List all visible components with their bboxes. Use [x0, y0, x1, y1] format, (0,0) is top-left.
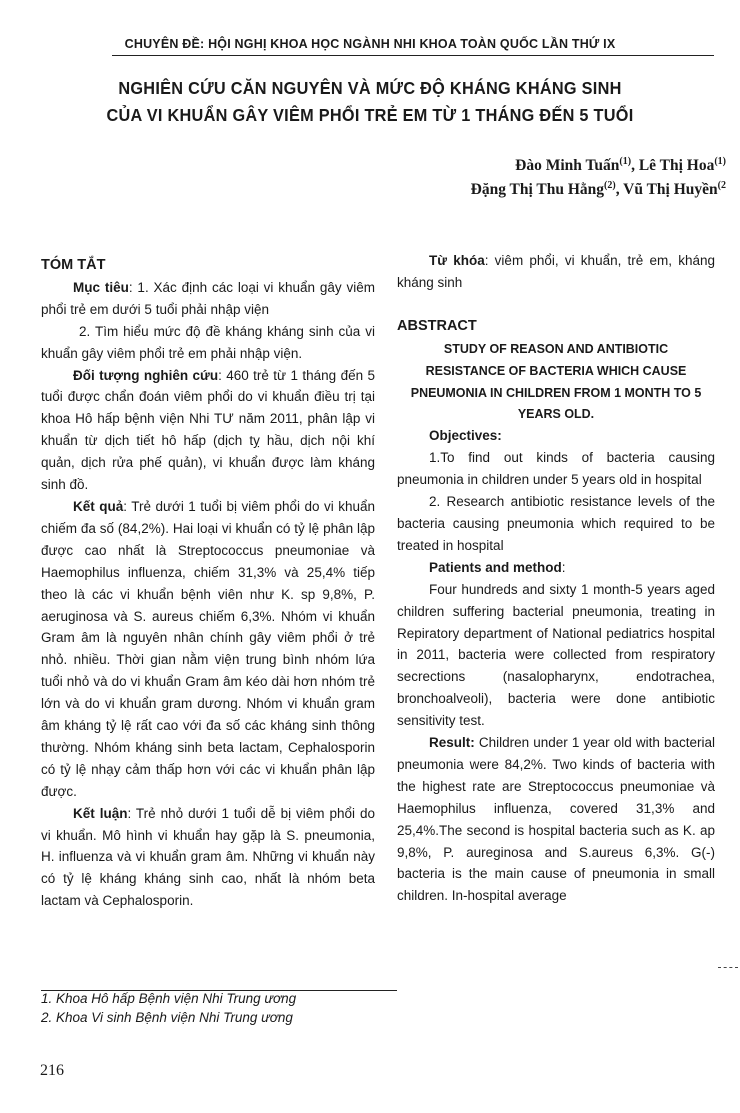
abstract-heading: ABSTRACT	[397, 317, 477, 334]
summary-heading: TÓM TẮT	[41, 257, 106, 273]
footnote-2: 2. Khoa Vi sinh Bệnh viện Nhi Trung ương	[41, 1010, 293, 1025]
objectives-en-1: 1.To find out kinds of bacteria causing pneumonia in children under 5 years old in hospital	[397, 450, 715, 488]
subjects-text: : 460 trẻ từ 1 tháng đến 5 tuổi được chẩn đoán viêm phổi do vi khuẩn điều trị tại khoa Hô hấp bệnh viện Nhi TƯ năm 2011, phân lập vi khuẩn từ dịch tiết hô hấp (dịch tỵ hầu, dịch nội khí quản, dịch rửa phế quản), vi khuẩn được làm kháng sinh đồ.	[41, 367, 375, 493]
result-en-text: Children under 1 year old with bacterial pneumonia were 84,2%. Two kinds of bacteria with the highest rate are Streptococcus pneumoniae và Haemophilus influenza, covered 31,3% and 25,4%.The second is hospital bacteria such as K. ap 9,8%, P. aureginosa and S.aureus 6,3%. G(-) bacteria is the main cause of pneumonia in small children. In-hospital average	[397, 735, 715, 904]
results-paragraph	[41, 496, 375, 803]
conclusion-label: Kết luận	[73, 805, 128, 821]
patients-method-heading	[397, 557, 715, 579]
left-column	[41, 255, 375, 912]
objectives-paragraph	[41, 277, 375, 321]
author-affiliation: (2)	[604, 180, 616, 191]
continuation-leader	[718, 967, 738, 968]
author-affiliation: (1)	[619, 156, 632, 167]
results-label: Kết quả	[73, 498, 124, 514]
result-en-paragraph	[397, 732, 715, 907]
conclusion-paragraph	[41, 803, 375, 913]
header-rule	[112, 55, 714, 56]
objectives-2-paragraph: 2. Tìm hiểu mức độ đề kháng kháng sinh của vi khuẩn gây viêm phổi trẻ em phải nhập viện.	[41, 323, 375, 361]
right-column	[397, 250, 715, 907]
patients-method-colon: :	[561, 559, 566, 575]
objectives-en-label: Objectives:	[429, 428, 502, 444]
footnote-1: 1. Khoa Hô hấp Bệnh viện Nhi Trung ương	[41, 991, 297, 1006]
page-number: 216	[40, 1062, 64, 1079]
results-text: : Trẻ dưới 1 tuổi bị viêm phổi do vi khuẩn chiếm đa số (84,2%). Hai loại vi khuẩn có tỷ lệ phân lập được cao nhất là Streptococcus pneumoniae và Haemophilus influenza, chiếm 31,3% và 25,4% tiếp theo là các vi khuẩn bệnh viên như K. sp 9,8%, P. aeruginosa và S. aureus chiếm 6,3%. Nhóm vi khuẩn Gram âm là nguyên nhân chính gây viêm phổi ở trẻ nhỏ. nhiều. Thời gian nằm viện trung bình nhóm lứa tuổi nhỏ và do vi khuẩn Gram âm kéo dài hơn nhóm trẻ lớn và do vi khuẩn gram dương. Nhóm vi khuẩn gram âm kháng tỷ lệ rất cao với đa số các kháng sinh thông thường. Nhóm kháng sinh beta lactam, Cephalosporin có tỷ lệ nhạy cảm thấp hơn với các vi khuẩn phân lập được.	[41, 498, 375, 799]
author-name: , Vũ Thị Huyền	[615, 181, 718, 199]
patients-method-text: Four hundreds and sixty 1 month-5 years aged children suffering bacterial pneumonia, treating in Repiratory department of National pediatrics hospital in 2011, bacteria were collected from respiratory secrections (nasalopharynx, endotrachea, bronchoalveoli), bacteria were done antibiotic sensitivity test.	[397, 581, 715, 729]
subjects-label: Đối tượng nghiên cứu	[73, 367, 219, 383]
authors-line-2	[471, 180, 726, 199]
running-header: CHUYÊN ĐỀ: HỘI NGHỊ KHOA HỌC NGÀNH NHI KHOA TOÀN QUỐC LẦN THỨ IX	[124, 37, 616, 51]
patients-method-label: Patients and method	[429, 559, 562, 575]
article-title-line-2: CỦA VI KHUẨN GÂY VIÊM PHỔI TRẺ EM TỪ 1 THÁNG ĐẾN 5 TUỔI	[106, 105, 634, 125]
keywords-paragraph	[397, 250, 715, 294]
author-name: Đào Minh Tuấn	[515, 157, 620, 175]
objectives-text: : 1. Xác định các loại vi khuẩn gây viêm phổi trẻ em dưới 5 tuổi phải nhập viện	[41, 279, 375, 317]
author-name: , Lê Thị Hoa	[631, 157, 715, 175]
author-name: Đặng Thị Thu Hằng	[470, 181, 605, 199]
objectives-en-2: 2. Research antibiotic resistance levels of the bacteria causing pneumonia which required to be treated in hospital	[397, 494, 715, 553]
objectives-label: Mục tiêu	[73, 279, 129, 295]
abstract-title: STUDY OF REASON AND ANTIBIOTIC RESISTANCE OF BACTERIA WHICH CAUSE PNEUMONIA IN CHILDREN FROM 1 MONTH TO 5 YEARS OLD.	[410, 340, 702, 422]
keywords-text: : viêm phổi, vi khuẩn, trẻ em, kháng kháng sinh	[397, 253, 715, 290]
conclusion-text: : Trẻ nhỏ dưới 1 tuổi dễ bị viêm phổi do vi khuẩn. Mô hình vi khuẩn hay gặp là S. pneumonia, H. influenza và vi khuẩn gram âm. Những vi khuẩn này có tỷ lệ kháng kháng sinh cao, nhất là nhóm beta lactam và Cephalosporin.	[41, 805, 375, 909]
author-affiliation: (2	[717, 180, 726, 191]
authors-line-1	[515, 156, 726, 175]
article-title-line-1: NGHIÊN CỨU CĂN NGUYÊN VÀ MỨC ĐỘ KHÁNG KHÁNG SINH	[118, 78, 622, 98]
subjects-paragraph	[41, 365, 375, 496]
author-affiliation: (1)	[714, 156, 726, 167]
keywords-label: Từ khóa	[429, 253, 485, 268]
result-en-label: Result:	[429, 735, 475, 751]
